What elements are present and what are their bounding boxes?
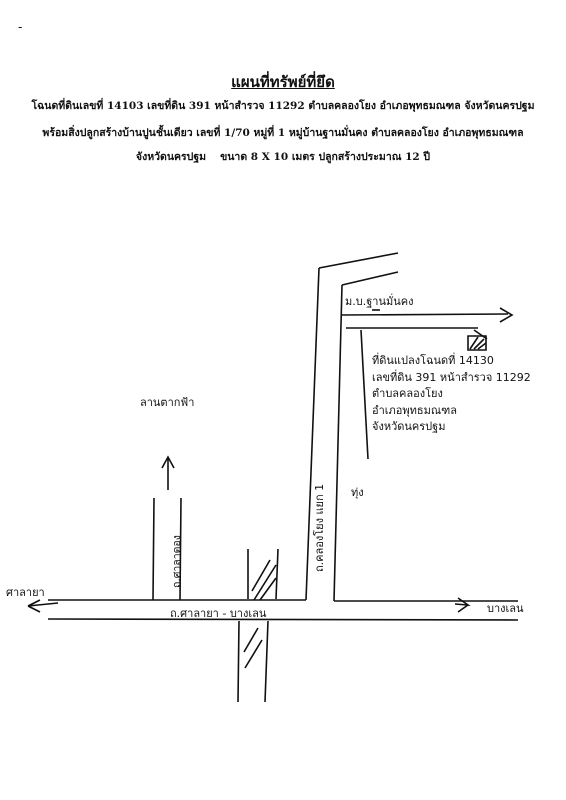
property-note-line: เลขที่ดิน 391 หน้าสำรวจ 11292: [372, 370, 531, 384]
side-road-left: [153, 498, 154, 600]
village-road-arrow: [500, 308, 512, 322]
lane-right-edge: [334, 285, 342, 601]
right-arrow: [455, 598, 468, 612]
page-title: แผนที่ทรัพย์ที่ยึด: [231, 73, 335, 91]
area-label: ทุ่ง: [351, 486, 364, 499]
left-destination-label: ศาลายา: [6, 586, 45, 599]
province-text: จังหวัดนครปฐม: [135, 151, 207, 163]
property-note-line: จังหวัดนครปฐม: [372, 420, 446, 433]
canal-left-lower: [238, 621, 239, 702]
corner-mark: -: [18, 20, 23, 35]
lane-label: ถ.คลองโยง แยก 1: [313, 483, 326, 572]
property-lane-right: [361, 330, 368, 459]
property-note-line: อำเภอพุทธมณฑล: [372, 403, 457, 417]
property-note-line: ที่ดินแปลงโฉนดที่ 14130: [372, 354, 494, 367]
left-arrow: [28, 600, 58, 612]
deed-description-line: โฉนดที่ดินเลขที่ 14103 เลขที่ดิน 391 หน้าสำรวจ 11292 ตำบลคลองโยง อำเภอพุทธมณฑล จังหวัดนครปฐม: [31, 100, 535, 112]
canal-right-lower: [265, 621, 268, 702]
property-lane-right-2: [474, 330, 487, 339]
building-description-line: พร้อมสิ่งปลูกสร้างบ้านปูนชั้นเดียว เลขที่ 1/70 หมู่ที่ 1 หมู่บ้านฐานมั่นคง ตำบลคลองโยง อำเภอพุทธมณฑล: [42, 127, 524, 139]
property-note-line: ตำบลคลองโยง: [372, 387, 443, 400]
field-label: ลานตากฟ้า: [140, 396, 195, 409]
property-note: [372, 353, 531, 436]
right-destination-label: บางเลน: [487, 602, 524, 615]
canal-right-upper: [276, 549, 278, 599]
village-road-label: ม.บ.ฐานมั่นคง: [345, 295, 414, 308]
size-text: ขนาด 8 X 10 เมตร ปลูกสร้างประมาณ 12 ปี: [220, 151, 431, 163]
lane-top-bend-lower: [342, 272, 398, 285]
village-road-top: [342, 314, 508, 315]
house-hatch: [470, 337, 486, 349]
main-road-label: ถ.ศาลายา - บางเลน: [170, 607, 267, 620]
lane-top-bend: [319, 253, 398, 268]
side-road-label: ถ.ศาลาดอง: [171, 535, 183, 588]
main-road-bottom-edge: [48, 619, 518, 620]
